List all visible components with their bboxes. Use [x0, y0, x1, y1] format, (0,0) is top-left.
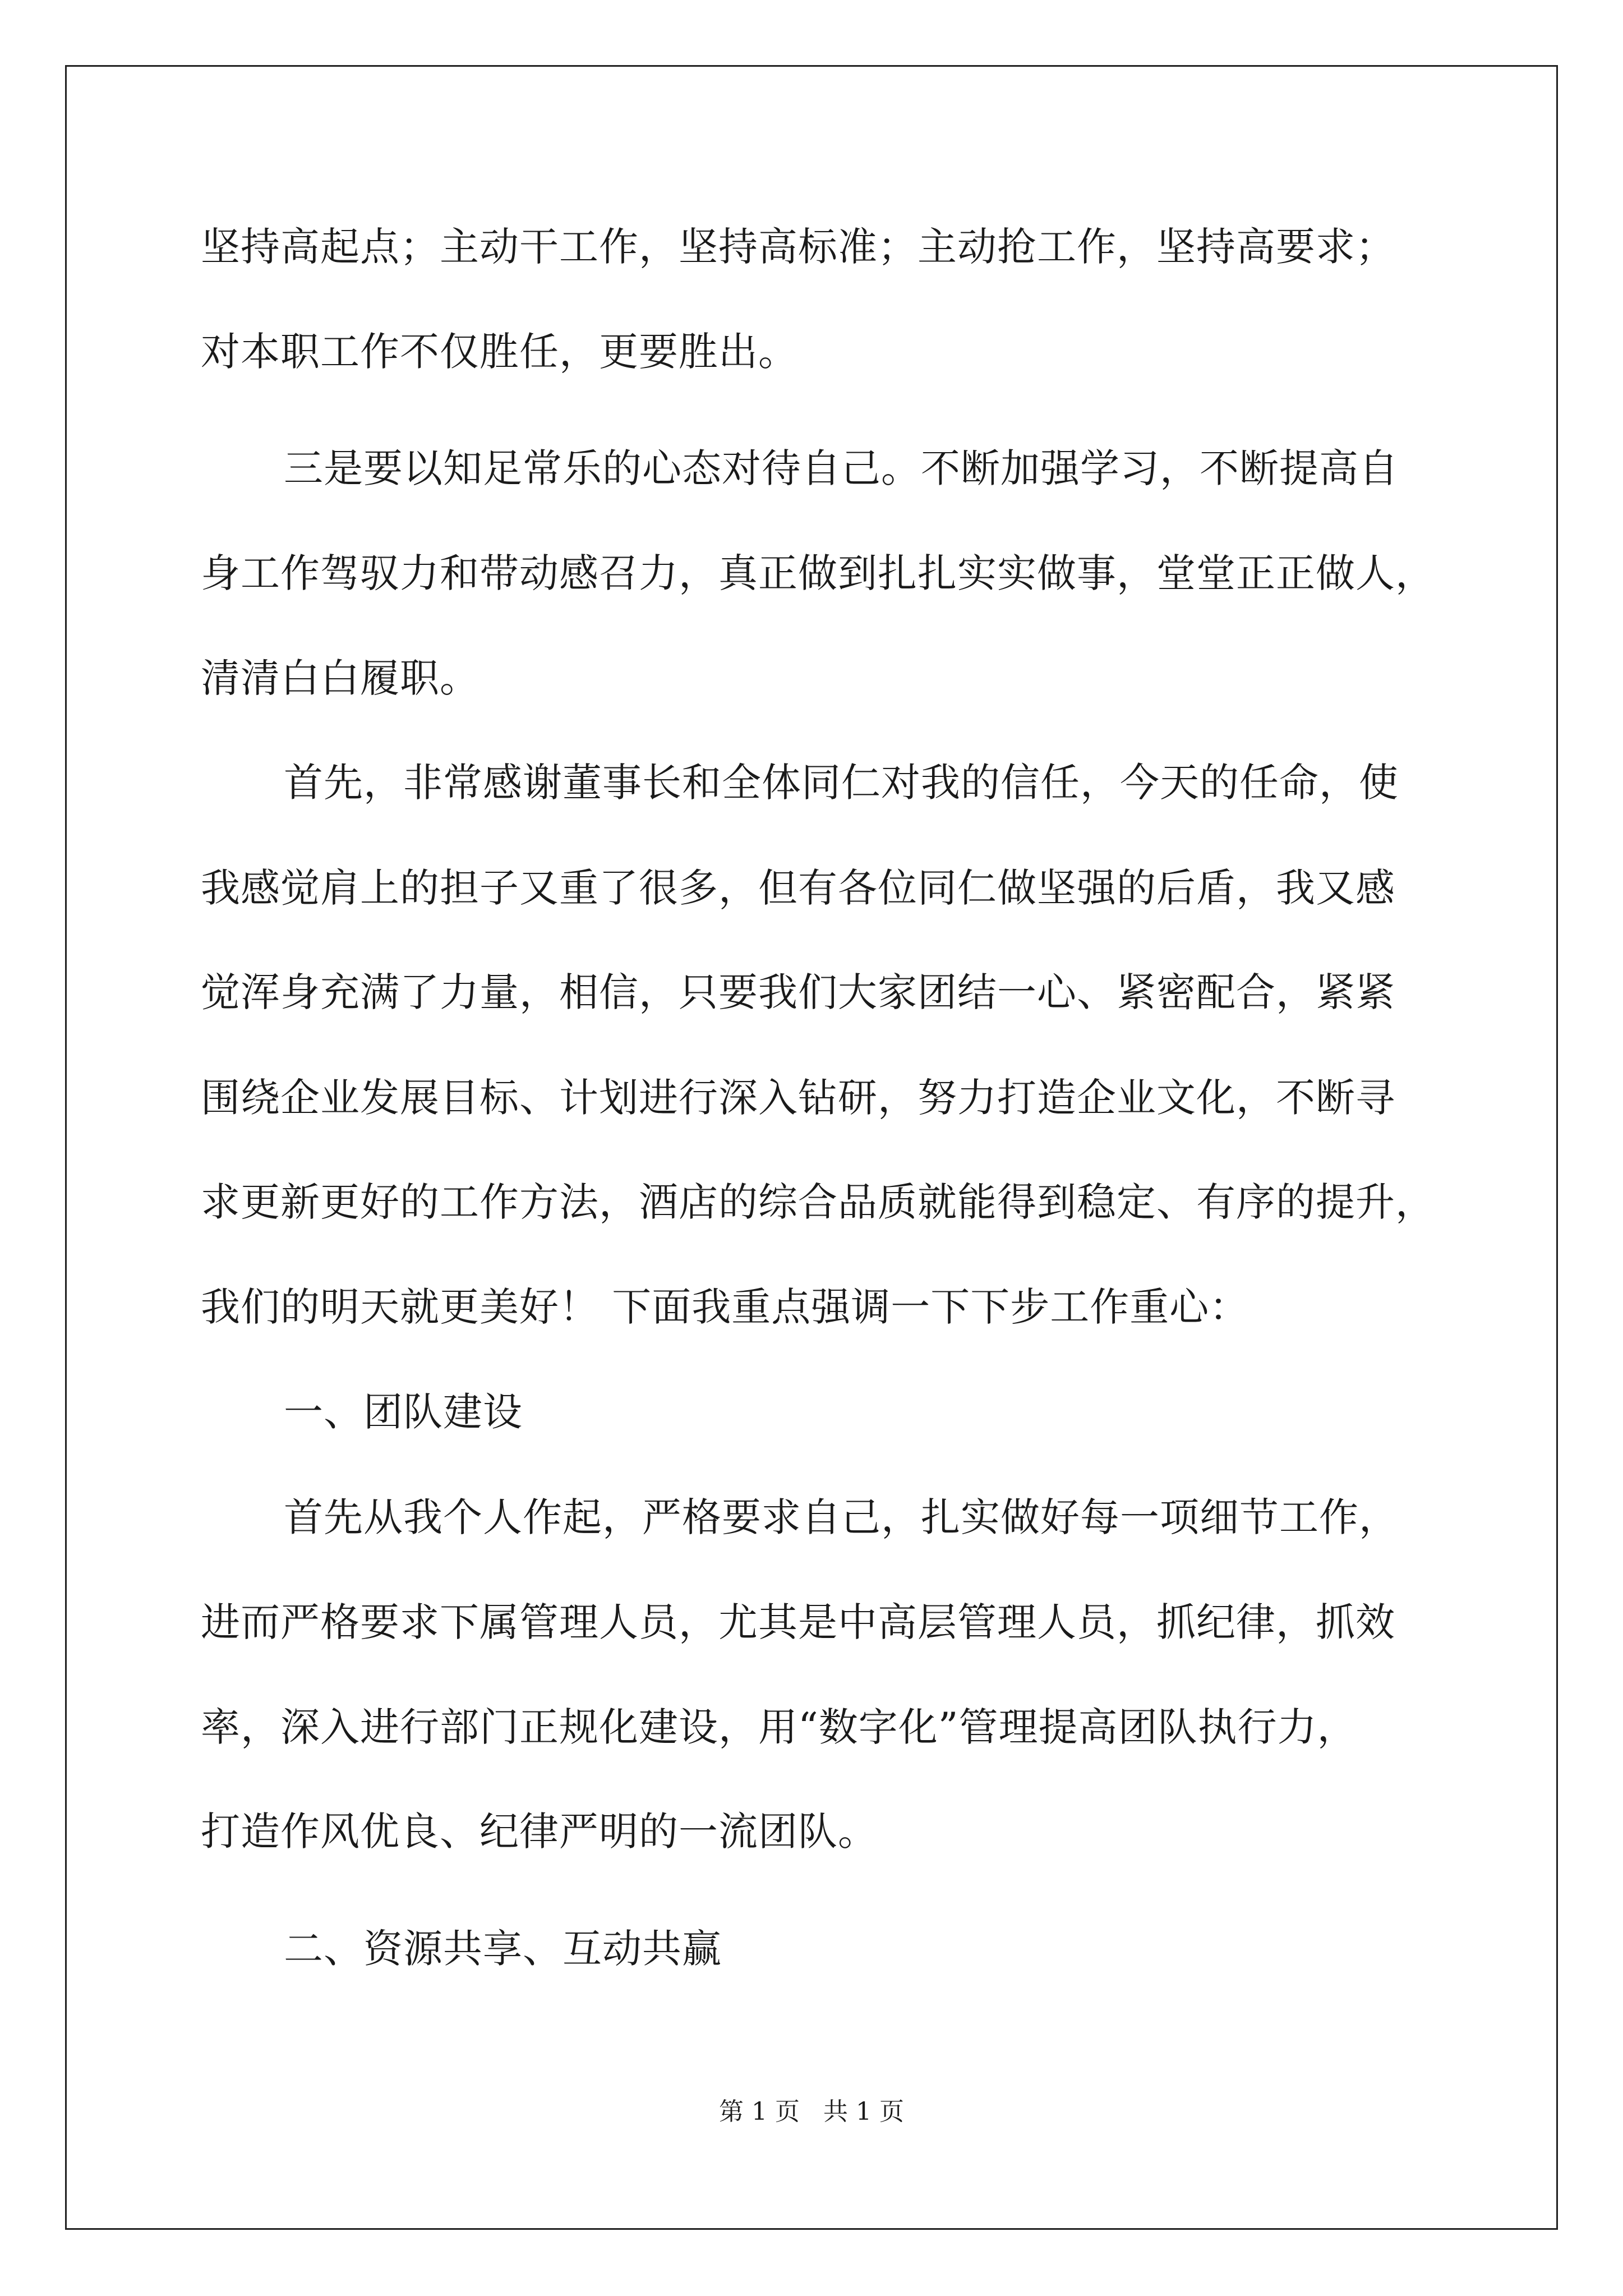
body-line-15: 率，深入进行部门正规化建设，用“数字化”管理提高团队执行力， — [201, 1704, 1357, 1750]
page-border — [65, 65, 1558, 2230]
body-line-16: 打造作风优良、纪律严明的一流团队。 — [201, 1809, 878, 1855]
body-line-8: 觉浑身充满了力量，相信，只要我们大家团结一心、紧密配合，紧紧 — [201, 969, 1395, 1015]
body-line-11: 我们的明天就更美好！ 下面我重点强调一下下步工作重心： — [201, 1284, 1249, 1330]
page-number-footer: 第 1 页 共 1 页 — [719, 2097, 904, 2126]
body-line-3: 三是要以知足常乐的心态对待自己。不断加强学习，不断提高自 — [284, 445, 1399, 491]
body-line-1: 坚持高起点；主动干工作，坚持高标准；主动抢工作，坚持高要求； — [201, 224, 1395, 270]
body-line-14: 进而严格要求下属管理人员，尤其是中高层管理人员，抓纪律，抓效 — [201, 1599, 1395, 1645]
body-line-2: 对本职工作不仅胜任，更要胜出。 — [201, 329, 798, 375]
body-line-9: 围绕企业发展目标、计划进行深入钻研，努力打造企业文化，不断寻 — [201, 1075, 1395, 1121]
body-line-7: 我感觉肩上的担子又重了很多，但有各位同仁做坚强的后盾，我又感 — [201, 865, 1395, 911]
body-line-6: 首先，非常感谢董事长和全体同仁对我的信任，今天的任命，使 — [284, 760, 1399, 806]
body-line-10: 求更新更好的工作方法，酒店的综合品质就能得到稳定、有序的提升， — [201, 1179, 1435, 1225]
body-line-13: 首先从我个人作起，严格要求自己，扎实做好每一项细节工作， — [284, 1494, 1399, 1540]
body-line-5: 清清白白履职。 — [201, 655, 479, 701]
section-heading-1: 一、团队建设 — [284, 1389, 523, 1435]
section-heading-2: 二、资源共享、互动共赢 — [284, 1926, 722, 1972]
body-line-4: 身工作驾驭力和带动感召力，真正做到扎扎实实做事，堂堂正正做人， — [201, 550, 1435, 596]
